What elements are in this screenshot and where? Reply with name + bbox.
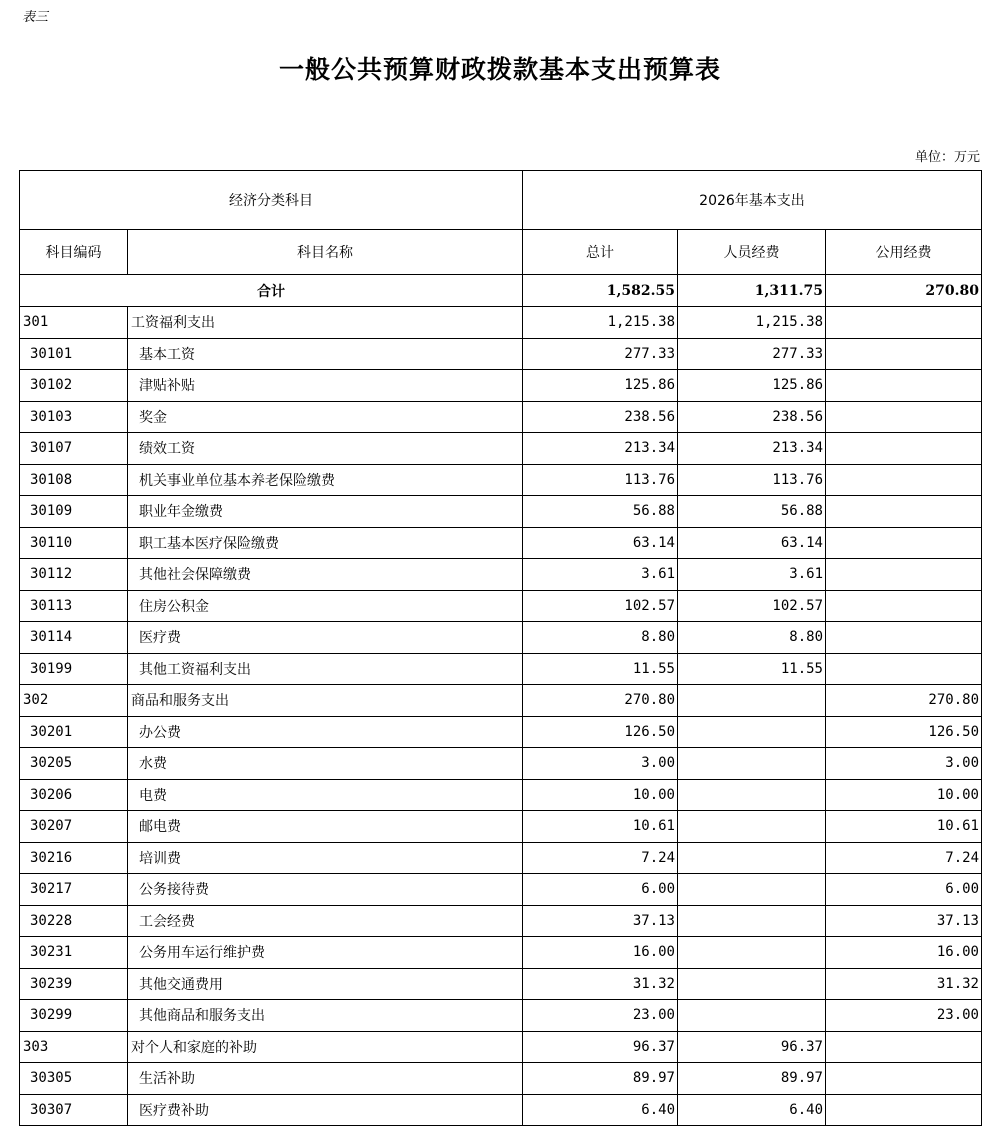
cell-code: 30102 bbox=[20, 370, 128, 402]
cell-personnel bbox=[678, 716, 826, 748]
table-row bbox=[20, 874, 982, 906]
cell-code: 303 bbox=[20, 1031, 128, 1063]
cell-personnel: 3.61 bbox=[678, 559, 826, 591]
cell-name: 公务接待费 bbox=[128, 874, 523, 906]
cell-total: 63.14 bbox=[523, 527, 678, 559]
cell-name: 生活补助 bbox=[128, 1063, 523, 1095]
cell-total: 56.88 bbox=[523, 496, 678, 528]
cell-code: 30107 bbox=[20, 433, 128, 465]
cell-total: 3.61 bbox=[523, 559, 678, 591]
cell-personnel bbox=[678, 748, 826, 780]
cell-personnel: 89.97 bbox=[678, 1063, 826, 1095]
cell-code: 302 bbox=[20, 685, 128, 717]
cell-total: 16.00 bbox=[523, 937, 678, 969]
cell-code: 30201 bbox=[20, 716, 128, 748]
cell-personnel: 56.88 bbox=[678, 496, 826, 528]
cell-public bbox=[826, 338, 982, 370]
cell-name: 医疗费 bbox=[128, 622, 523, 654]
cell-total: 113.76 bbox=[523, 464, 678, 496]
cell-code: 30205 bbox=[20, 748, 128, 780]
total-row bbox=[20, 275, 982, 307]
total-total: 1,582.55 bbox=[523, 275, 678, 307]
cell-name: 其他交通费用 bbox=[128, 968, 523, 1000]
total-personnel: 1,311.75 bbox=[678, 275, 826, 307]
cell-name: 其他社会保障缴费 bbox=[128, 559, 523, 591]
cell-name: 公务用车运行维护费 bbox=[128, 937, 523, 969]
cell-public bbox=[826, 527, 982, 559]
cell-name: 津贴补贴 bbox=[128, 370, 523, 402]
cell-name: 水费 bbox=[128, 748, 523, 780]
cell-name: 机关事业单位基本养老保险缴费 bbox=[128, 464, 523, 496]
cell-name: 职工基本医疗保险缴费 bbox=[128, 527, 523, 559]
cell-code: 30307 bbox=[20, 1094, 128, 1126]
table-row bbox=[20, 685, 982, 717]
cell-public bbox=[826, 590, 982, 622]
cell-personnel: 277.33 bbox=[678, 338, 826, 370]
cell-personnel: 102.57 bbox=[678, 590, 826, 622]
total-public: 270.80 bbox=[826, 275, 982, 307]
table-row bbox=[20, 401, 982, 433]
cell-public: 31.32 bbox=[826, 968, 982, 1000]
cell-public: 23.00 bbox=[826, 1000, 982, 1032]
table-row bbox=[20, 338, 982, 370]
cell-total: 7.24 bbox=[523, 842, 678, 874]
cell-code: 30228 bbox=[20, 905, 128, 937]
cell-name: 医疗费补助 bbox=[128, 1094, 523, 1126]
table-row bbox=[20, 842, 982, 874]
cell-public bbox=[826, 464, 982, 496]
cell-total: 3.00 bbox=[523, 748, 678, 780]
cell-code: 30103 bbox=[20, 401, 128, 433]
table-row bbox=[20, 1000, 982, 1032]
header-code: 科目编码 bbox=[20, 230, 128, 275]
cell-personnel: 213.34 bbox=[678, 433, 826, 465]
cell-code: 30109 bbox=[20, 496, 128, 528]
cell-personnel bbox=[678, 874, 826, 906]
cell-personnel: 113.76 bbox=[678, 464, 826, 496]
cell-code: 30113 bbox=[20, 590, 128, 622]
cell-public: 10.00 bbox=[826, 779, 982, 811]
cell-total: 270.80 bbox=[523, 685, 678, 717]
table-row bbox=[20, 716, 982, 748]
cell-total: 10.61 bbox=[523, 811, 678, 843]
cell-name: 其他商品和服务支出 bbox=[128, 1000, 523, 1032]
cell-total: 1,215.38 bbox=[523, 307, 678, 339]
table-row bbox=[20, 622, 982, 654]
cell-public: 10.61 bbox=[826, 811, 982, 843]
cell-total: 6.00 bbox=[523, 874, 678, 906]
cell-public bbox=[826, 1063, 982, 1095]
cell-total: 31.32 bbox=[523, 968, 678, 1000]
cell-total: 8.80 bbox=[523, 622, 678, 654]
table-row bbox=[20, 1094, 982, 1126]
cell-total: 277.33 bbox=[523, 338, 678, 370]
table-row bbox=[20, 905, 982, 937]
table-row bbox=[20, 1031, 982, 1063]
header-name: 科目名称 bbox=[128, 230, 523, 275]
table-row bbox=[20, 968, 982, 1000]
table-row bbox=[20, 1063, 982, 1095]
total-label: 合计 bbox=[20, 275, 523, 307]
cell-name: 其他工资福利支出 bbox=[128, 653, 523, 685]
table-row bbox=[20, 937, 982, 969]
cell-code: 30239 bbox=[20, 968, 128, 1000]
table-row bbox=[20, 464, 982, 496]
header-row-group bbox=[20, 171, 982, 230]
cell-name: 工会经费 bbox=[128, 905, 523, 937]
cell-public bbox=[826, 653, 982, 685]
cell-name: 邮电费 bbox=[128, 811, 523, 843]
table-row bbox=[20, 559, 982, 591]
cell-total: 126.50 bbox=[523, 716, 678, 748]
cell-code: 301 bbox=[20, 307, 128, 339]
cell-code: 30207 bbox=[20, 811, 128, 843]
cell-name: 工资福利支出 bbox=[128, 307, 523, 339]
page-title: 一般公共预算财政拨款基本支出预算表 bbox=[278, 55, 721, 84]
cell-public bbox=[826, 370, 982, 402]
cell-name: 住房公积金 bbox=[128, 590, 523, 622]
budget-table bbox=[19, 170, 982, 1126]
table-row bbox=[20, 527, 982, 559]
header-total: 总计 bbox=[523, 230, 678, 275]
cell-public bbox=[826, 1031, 982, 1063]
cell-name: 办公费 bbox=[128, 716, 523, 748]
cell-personnel: 96.37 bbox=[678, 1031, 826, 1063]
table-row bbox=[20, 779, 982, 811]
table-row bbox=[20, 653, 982, 685]
cell-code: 30299 bbox=[20, 1000, 128, 1032]
cell-code: 30199 bbox=[20, 653, 128, 685]
table-row bbox=[20, 496, 982, 528]
unit-label: 单位：万元 bbox=[914, 150, 980, 165]
header-public: 公用经费 bbox=[826, 230, 982, 275]
cell-personnel bbox=[678, 1000, 826, 1032]
cell-total: 10.00 bbox=[523, 779, 678, 811]
cell-personnel bbox=[678, 937, 826, 969]
cell-personnel: 238.56 bbox=[678, 401, 826, 433]
cell-name: 培训费 bbox=[128, 842, 523, 874]
cell-name: 绩效工资 bbox=[128, 433, 523, 465]
table-row bbox=[20, 748, 982, 780]
cell-personnel bbox=[678, 779, 826, 811]
cell-code: 30206 bbox=[20, 779, 128, 811]
cell-name: 商品和服务支出 bbox=[128, 685, 523, 717]
cell-total: 23.00 bbox=[523, 1000, 678, 1032]
cell-personnel: 63.14 bbox=[678, 527, 826, 559]
cell-personnel: 6.40 bbox=[678, 1094, 826, 1126]
header-row-columns bbox=[20, 230, 982, 275]
cell-total: 11.55 bbox=[523, 653, 678, 685]
cell-name: 奖金 bbox=[128, 401, 523, 433]
cell-personnel bbox=[678, 905, 826, 937]
cell-code: 30216 bbox=[20, 842, 128, 874]
cell-public bbox=[826, 433, 982, 465]
cell-total: 102.57 bbox=[523, 590, 678, 622]
cell-code: 30217 bbox=[20, 874, 128, 906]
cell-total: 238.56 bbox=[523, 401, 678, 433]
cell-public: 7.24 bbox=[826, 842, 982, 874]
cell-code: 30305 bbox=[20, 1063, 128, 1095]
cell-personnel: 11.55 bbox=[678, 653, 826, 685]
cell-personnel bbox=[678, 811, 826, 843]
cell-public bbox=[826, 401, 982, 433]
table-label: 表三 bbox=[22, 10, 49, 25]
cell-total: 213.34 bbox=[523, 433, 678, 465]
cell-personnel: 1,215.38 bbox=[678, 307, 826, 339]
table-row bbox=[20, 307, 982, 339]
cell-name: 职业年金缴费 bbox=[128, 496, 523, 528]
cell-code: 30114 bbox=[20, 622, 128, 654]
cell-public bbox=[826, 622, 982, 654]
cell-personnel bbox=[678, 842, 826, 874]
cell-code: 30108 bbox=[20, 464, 128, 496]
cell-personnel bbox=[678, 685, 826, 717]
table-row bbox=[20, 433, 982, 465]
cell-public: 270.80 bbox=[826, 685, 982, 717]
cell-personnel: 8.80 bbox=[678, 622, 826, 654]
cell-public bbox=[826, 1094, 982, 1126]
cell-code: 30112 bbox=[20, 559, 128, 591]
cell-personnel: 125.86 bbox=[678, 370, 826, 402]
cell-total: 96.37 bbox=[523, 1031, 678, 1063]
cell-name: 基本工资 bbox=[128, 338, 523, 370]
header-year-group: 2026年基本支出 bbox=[523, 171, 982, 230]
cell-public: 126.50 bbox=[826, 716, 982, 748]
cell-public: 16.00 bbox=[826, 937, 982, 969]
cell-code: 30101 bbox=[20, 338, 128, 370]
cell-public: 6.00 bbox=[826, 874, 982, 906]
cell-total: 6.40 bbox=[523, 1094, 678, 1126]
cell-public bbox=[826, 496, 982, 528]
cell-total: 37.13 bbox=[523, 905, 678, 937]
cell-public: 3.00 bbox=[826, 748, 982, 780]
cell-name: 电费 bbox=[128, 779, 523, 811]
cell-total: 125.86 bbox=[523, 370, 678, 402]
cell-public: 37.13 bbox=[826, 905, 982, 937]
cell-name: 对个人和家庭的补助 bbox=[128, 1031, 523, 1063]
table-row bbox=[20, 811, 982, 843]
cell-code: 30231 bbox=[20, 937, 128, 969]
cell-code: 30110 bbox=[20, 527, 128, 559]
table-row bbox=[20, 590, 982, 622]
header-classification: 经济分类科目 bbox=[20, 171, 523, 230]
cell-personnel bbox=[678, 968, 826, 1000]
table-row bbox=[20, 370, 982, 402]
header-personnel: 人员经费 bbox=[678, 230, 826, 275]
cell-public bbox=[826, 559, 982, 591]
cell-total: 89.97 bbox=[523, 1063, 678, 1095]
cell-public bbox=[826, 307, 982, 339]
